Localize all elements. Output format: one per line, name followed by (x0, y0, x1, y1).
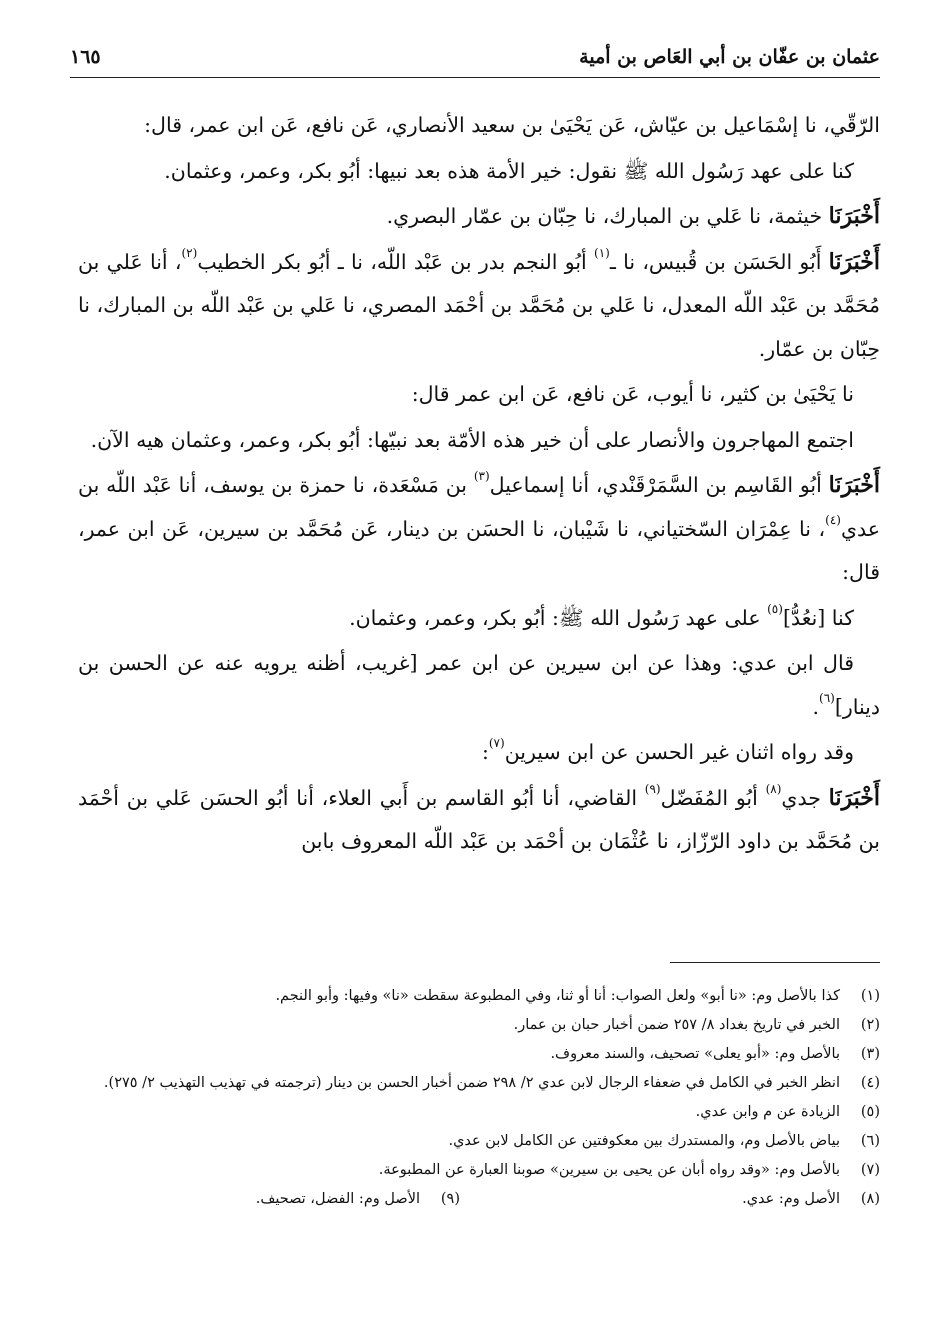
akhbarana-keyword: أَخْبَرَنَا (828, 203, 880, 229)
text-run: على عهد رَسُول الله ﷺ: أبُو بكر، وعمر، وعثمان. (349, 605, 768, 630)
text-run: أبُو القَاسِم بن السَّمَرْقَنْدي، أنا إسماعيل (489, 473, 829, 497)
paragraph (78, 419, 880, 463)
text-run: كنا على عهد رَسُول الله ﷺ نقول: خير الأمة هذه بعد نبيها: أبُو بكر، وعمر، وعثمان. (164, 158, 854, 183)
footnotes (78, 982, 880, 1214)
footnote-number: (٨) (860, 1191, 880, 1207)
footnote-number: (٥) (860, 1104, 880, 1120)
paragraph (78, 777, 880, 864)
footnote-marker: (٣) (473, 469, 490, 483)
footnote-number: (٩) (440, 1191, 460, 1207)
footnote (78, 1127, 880, 1156)
text-run: خيثمة، نا عَلي بن المبارك، نا حِبّان بن عمّار البصري. (386, 204, 829, 228)
text-run: نا يَحْيَىٰ بن كثير، نا أيوب، عَن نافع، عَن ابن عمر قال: (411, 382, 854, 406)
footnote-text: الأصل وم: عدي. (742, 1191, 840, 1207)
text-run: أبُو النجم بدر بن عَبْد اللّه، نا ـ أبُو بكر الخطيب (197, 249, 594, 274)
text-run: اجتمع المهاجرون والأنصار على أن خير هذه الأمّة بعد نبيّها: أبُو بكر، وعمر، وعثمان هيه الآن. (90, 427, 854, 452)
paragraph (78, 642, 880, 729)
footnote (78, 1156, 880, 1185)
akhbarana-keyword: أَخْبَرَنَا (828, 472, 880, 498)
paragraph (78, 195, 880, 239)
footnote-marker: (٦) (819, 690, 835, 705)
page-number: ١٦٥ (70, 46, 101, 68)
paragraph (78, 597, 880, 641)
paragraph (78, 731, 880, 775)
text-run: جدي (781, 785, 829, 810)
footnote-text: الخبر في تاريخ بغداد ٨/ ٢٥٧ ضمن أخبار حبان بن عمار. (513, 1017, 840, 1033)
paragraph (78, 373, 880, 417)
text-run: أَبُو الحَسَن بن قُبيس، نا ـ (609, 249, 829, 274)
footnote (78, 1011, 880, 1040)
footnote-text: بياض بالأصل وم، والمستدرك بين معكوفتين عن الكامل لابن عدي. (448, 1133, 840, 1149)
footnote-text: الأصل وم: الفضل، تصحيف. (255, 1191, 420, 1207)
footnote-number: (٧) (860, 1162, 880, 1178)
text-run: . (812, 694, 819, 719)
header-rule (70, 77, 880, 78)
footnote-marker: (١) (594, 245, 610, 260)
footnote-marker: (٢) (181, 245, 198, 260)
footnote (78, 1069, 880, 1098)
paragraph (78, 241, 880, 372)
main-text (78, 104, 880, 866)
footnote-text: كذا بالأصل وم: «نا أبو» ولعل الصواب: أنا أو ثنا، وفي المطبوعة سقطت «نا» وفيها: وأبو النجم. (275, 988, 840, 1004)
footnote-text: انظر الخبر في الكامل في ضعفاء الرجال لابن عدي ٢/ ٢٩٨ ضمن أخبار الحسن بن دينار (ترجمته في تهذيب التهذيب ٢/ ٢٧٥). (103, 1075, 840, 1091)
footnote (78, 1185, 880, 1214)
footnote-marker: (٥) (767, 601, 783, 616)
running-title: عثمان بن عفّان بن أبي العَاص بن أمية (579, 46, 880, 68)
footnote-number: (٤) (860, 1075, 880, 1091)
text-run: : (481, 740, 489, 764)
text-run: بن مَسْعَدة، نا حمزة بن يوسف، أنا عَبْد اللّه بن عدي (78, 473, 880, 541)
text-run: ، نا عِمْرَان السّختياني، نا شَيْبان، نا الحسَن بن دينار، عَن مُحَمَّد بن سيرين، عَن ابن عمر، قال: (78, 516, 880, 584)
footnote-number: (٢) (860, 1017, 880, 1033)
footnote-number: (٣) (860, 1046, 880, 1062)
footnote-number: (١) (860, 988, 880, 1004)
text-run: قال ابن عدي: وهذا عن ابن سيرين عن ابن عمر [غريب، أظنه يرويه عنه عن الحسن بن دينار] (78, 651, 880, 719)
footnote-marker: (٧) (488, 736, 505, 750)
footnote (78, 982, 880, 1011)
akhbarana-keyword: أَخْبَرَنَا (828, 248, 880, 275)
footnote (78, 1040, 880, 1069)
paragraph (78, 104, 880, 148)
text-run: القاضي، أنا أبُو القاسم بن أَبي العلاء، أنا أبُو الحسَن عَلي بن أحْمَد بن مُحَمَّد بن داود الرّزّاز، نا عُثْمَان بن أحْمَد بن عَبْد اللّه المعروف بابن (78, 785, 880, 853)
footnote-text: بالأصل وم: «أبو يعلى» تصحيف، والسند معروف. (550, 1046, 840, 1062)
footnote-inline-pair (256, 1185, 460, 1214)
paragraph (78, 464, 880, 595)
footnote-text: الزيادة عن م وابن عدي. (695, 1104, 840, 1120)
footnote-separator (670, 962, 880, 963)
text-run: أبُو المُفَضّل (660, 785, 766, 810)
footnote-marker: (٤) (825, 512, 841, 527)
footnote-marker: (٩) (644, 781, 661, 796)
footnote-marker: (٨) (765, 781, 782, 796)
text-run: الرّقّي، نا إسْمَاعيل بن عيّاش، عَن يَحْيَىٰ بن سعيد الأنصاري، عَن نافع، عَن ابن عمر، قال: (144, 113, 880, 137)
text-run: وقد رواه اثنان غير الحسن عن ابن سيرين (504, 740, 854, 764)
running-header (70, 42, 880, 76)
footnote-number: (٦) (860, 1133, 880, 1149)
footnote (78, 1098, 880, 1127)
text-run: ، أنا عَلي بن مُحَمَّد بن عَبْد اللّه المعدل، نا عَلي بن مُحَمَّد بن أحْمَد المصري، نا عَلي بن عَبْد اللّه بن المبارك، نا حِبّان بن عمّار. (78, 249, 880, 361)
paragraph (78, 150, 880, 194)
footnote-text: بالأصل وم: «وقد رواه أبان عن يحيى بن سيرين» صوبنا العبارة عن المطبوعة. (378, 1162, 840, 1178)
text-run: كنا [نعُدُّ] (782, 605, 854, 630)
akhbarana-keyword: أَخْبَرَنَا (828, 784, 880, 811)
